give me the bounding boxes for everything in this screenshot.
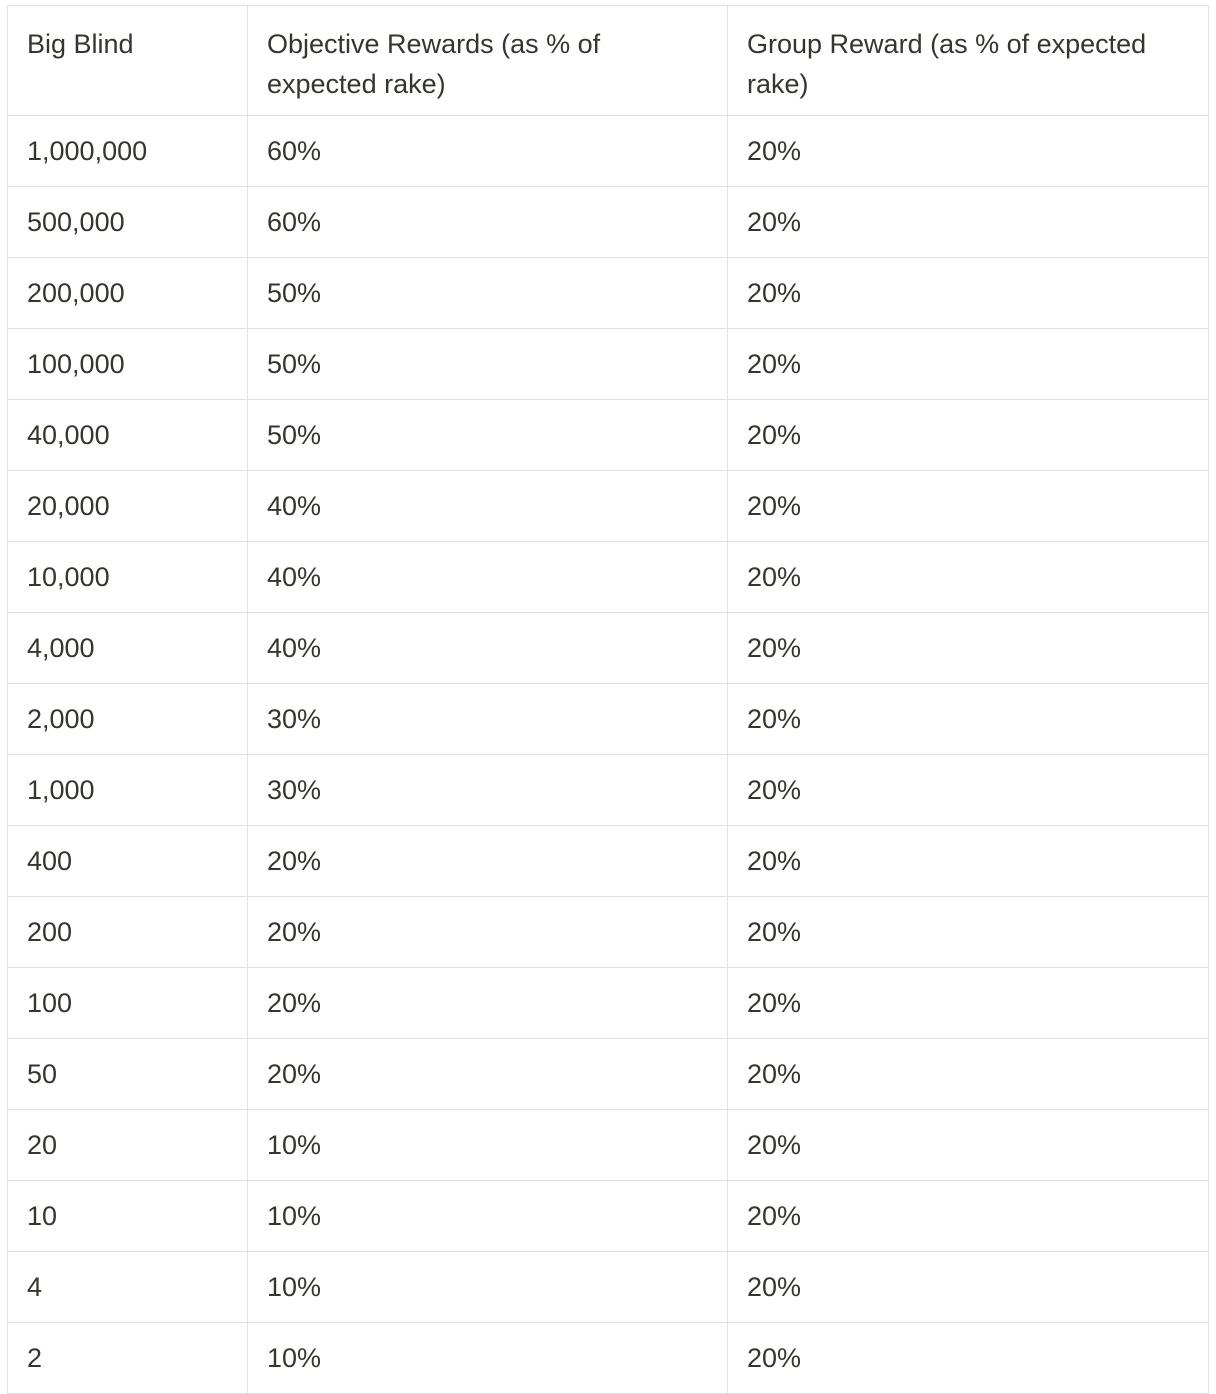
table-row	[8, 1181, 1209, 1252]
objective-reward-cell: 30%	[248, 684, 728, 755]
table-row	[8, 1252, 1209, 1323]
table-row	[8, 613, 1209, 684]
header-row	[8, 6, 1209, 116]
table-row	[8, 684, 1209, 755]
big-blind-cell: 2	[8, 1323, 248, 1394]
table-row	[8, 187, 1209, 258]
header-group-reward: Group Reward (as % of expected rake)	[728, 6, 1209, 116]
table-row	[8, 755, 1209, 826]
table-row	[8, 400, 1209, 471]
table-body	[8, 116, 1209, 1394]
table-header	[8, 6, 1209, 116]
big-blind-cell: 200	[8, 897, 248, 968]
objective-reward-cell: 20%	[248, 897, 728, 968]
table-row	[8, 542, 1209, 613]
group-reward-cell: 20%	[728, 471, 1209, 542]
big-blind-cell: 4,000	[8, 613, 248, 684]
objective-reward-cell: 60%	[248, 187, 728, 258]
objective-reward-cell: 10%	[248, 1110, 728, 1181]
rewards-table-container	[7, 5, 1209, 1394]
objective-reward-cell: 40%	[248, 471, 728, 542]
big-blind-cell: 2,000	[8, 684, 248, 755]
objective-reward-cell: 10%	[248, 1181, 728, 1252]
header-big-blind: Big Blind	[8, 6, 248, 116]
big-blind-cell: 50	[8, 1039, 248, 1110]
group-reward-cell: 20%	[728, 897, 1209, 968]
table-row	[8, 1110, 1209, 1181]
big-blind-cell: 1,000	[8, 755, 248, 826]
objective-reward-cell: 50%	[248, 400, 728, 471]
objective-reward-cell: 20%	[248, 968, 728, 1039]
table-row	[8, 826, 1209, 897]
group-reward-cell: 20%	[728, 1110, 1209, 1181]
group-reward-cell: 20%	[728, 826, 1209, 897]
table-row	[8, 471, 1209, 542]
group-reward-cell: 20%	[728, 400, 1209, 471]
objective-reward-cell: 20%	[248, 1039, 728, 1110]
big-blind-cell: 20,000	[8, 471, 248, 542]
big-blind-cell: 10,000	[8, 542, 248, 613]
table-row	[8, 968, 1209, 1039]
objective-reward-cell: 60%	[248, 116, 728, 187]
group-reward-cell: 20%	[728, 116, 1209, 187]
objective-reward-cell: 40%	[248, 613, 728, 684]
big-blind-cell: 1,000,000	[8, 116, 248, 187]
header-objective-rewards: Objective Rewards (as % of expected rake)	[248, 6, 728, 116]
big-blind-cell: 10	[8, 1181, 248, 1252]
group-reward-cell: 20%	[728, 968, 1209, 1039]
big-blind-cell: 4	[8, 1252, 248, 1323]
objective-reward-cell: 30%	[248, 755, 728, 826]
group-reward-cell: 20%	[728, 1181, 1209, 1252]
objective-reward-cell: 20%	[248, 826, 728, 897]
group-reward-cell: 20%	[728, 1039, 1209, 1110]
group-reward-cell: 20%	[728, 1252, 1209, 1323]
objective-reward-cell: 10%	[248, 1252, 728, 1323]
group-reward-cell: 20%	[728, 755, 1209, 826]
big-blind-cell: 100,000	[8, 329, 248, 400]
group-reward-cell: 20%	[728, 329, 1209, 400]
group-reward-cell: 20%	[728, 542, 1209, 613]
rewards-table	[7, 5, 1209, 1394]
objective-reward-cell: 40%	[248, 542, 728, 613]
group-reward-cell: 20%	[728, 1323, 1209, 1394]
big-blind-cell: 500,000	[8, 187, 248, 258]
group-reward-cell: 20%	[728, 258, 1209, 329]
table-row	[8, 329, 1209, 400]
big-blind-cell: 200,000	[8, 258, 248, 329]
big-blind-cell: 400	[8, 826, 248, 897]
objective-reward-cell: 50%	[248, 329, 728, 400]
objective-reward-cell: 10%	[248, 1323, 728, 1394]
big-blind-cell: 100	[8, 968, 248, 1039]
table-row	[8, 116, 1209, 187]
big-blind-cell: 40,000	[8, 400, 248, 471]
table-row	[8, 258, 1209, 329]
big-blind-cell: 20	[8, 1110, 248, 1181]
table-row	[8, 897, 1209, 968]
group-reward-cell: 20%	[728, 613, 1209, 684]
table-row	[8, 1039, 1209, 1110]
group-reward-cell: 20%	[728, 187, 1209, 258]
objective-reward-cell: 50%	[248, 258, 728, 329]
table-row	[8, 1323, 1209, 1394]
group-reward-cell: 20%	[728, 684, 1209, 755]
